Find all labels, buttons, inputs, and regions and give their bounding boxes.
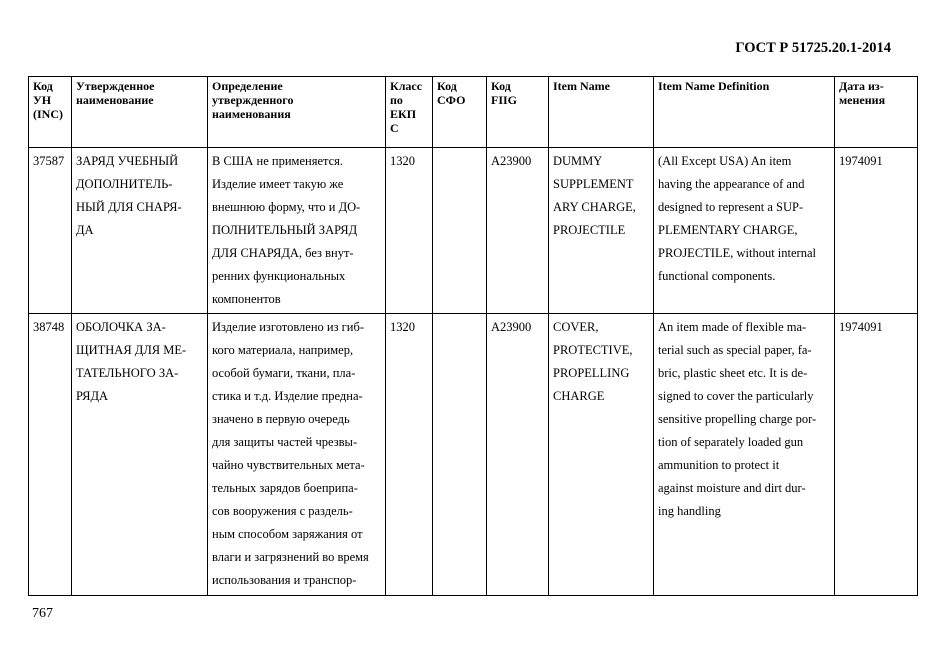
col-header-item-name: Item Name [549,77,654,148]
col-header-definition-ru: Определение утвержденного наименования [208,77,386,148]
cell-sfo [433,314,487,596]
col-header-item-definition: Item Name Definition [654,77,835,148]
cell-fiig: A23900 [487,148,549,314]
document-code: ГОСТ Р 51725.20.1-2014 [735,40,891,56]
cell-item-name: COVER, PROTECTIVE, PROPELLING CHARGE [549,314,654,596]
cell-class: 1320 [386,148,433,314]
cell-date: 1974091 [835,148,918,314]
col-header-date: Дата из- менения [835,77,918,148]
cell-date: 1974091 [835,314,918,596]
table-row [29,314,918,596]
cell-class: 1320 [386,314,433,596]
col-header-name-ru: Утвержденное наименование [72,77,208,148]
col-header-inc: Код УН (INC) [29,77,72,148]
col-header-class: Класс по ЕКП С [386,77,433,148]
table-row [29,148,918,314]
cell-inc: 37587 [29,148,72,314]
cell-definition-ru: Изделие изготовлено из гиб- кого материала, например, особой бумаги, ткани, пла- стика и т.д. Изделие предна- значено в первую очередь для защиты частей чрезвы- чайно чувствительных мета- тельных зарядов боеприпа- сов вооружения с раздель- ным способом заряжания от влаги и загрязнений во время использования и транспор- [208,314,386,596]
header-row [29,77,918,148]
cell-item-name: DUMMY SUPPLEMENT ARY CHARGE, PROJECTILE [549,148,654,314]
col-header-sfo: Код СФО [433,77,487,148]
cell-item-definition: (All Except USA) An item having the appearance of and designed to represent a SUP- PLEMENTARY CHARGE, PROJECTILE, without internal functional components. [654,148,835,314]
cell-item-definition: An item made of flexible ma- terial such as special paper, fa- bric, plastic sheet etc. It is de- signed to cover the particularly sensitive propelling charge por- tion of separately loaded gun ammunition to protect it against moisture and dirt dur- ing handling [654,314,835,596]
cell-fiig: A23900 [487,314,549,596]
col-header-fiig: Код FIIG [487,77,549,148]
catalog-table [28,76,918,596]
cell-name-ru: ОБОЛОЧКА ЗА- ЩИТНАЯ ДЛЯ МЕ- ТАТЕЛЬНОГО ЗА- РЯДА [72,314,208,596]
cell-definition-ru: В США не применяется. Изделие имеет такую же внешнюю форму, что и ДО- ПОЛНИТЕЛЬНЫЙ ЗАРЯД ДЛЯ СНАРЯДА, без внут- ренних функциональных компонентов [208,148,386,314]
cell-sfo [433,148,487,314]
cell-inc: 38748 [29,314,72,596]
page-number: 767 [32,606,53,621]
cell-name-ru: ЗАРЯД УЧЕБНЫЙ ДОПОЛНИТЕЛЬ- НЫЙ ДЛЯ СНАРЯ- ДА [72,148,208,314]
